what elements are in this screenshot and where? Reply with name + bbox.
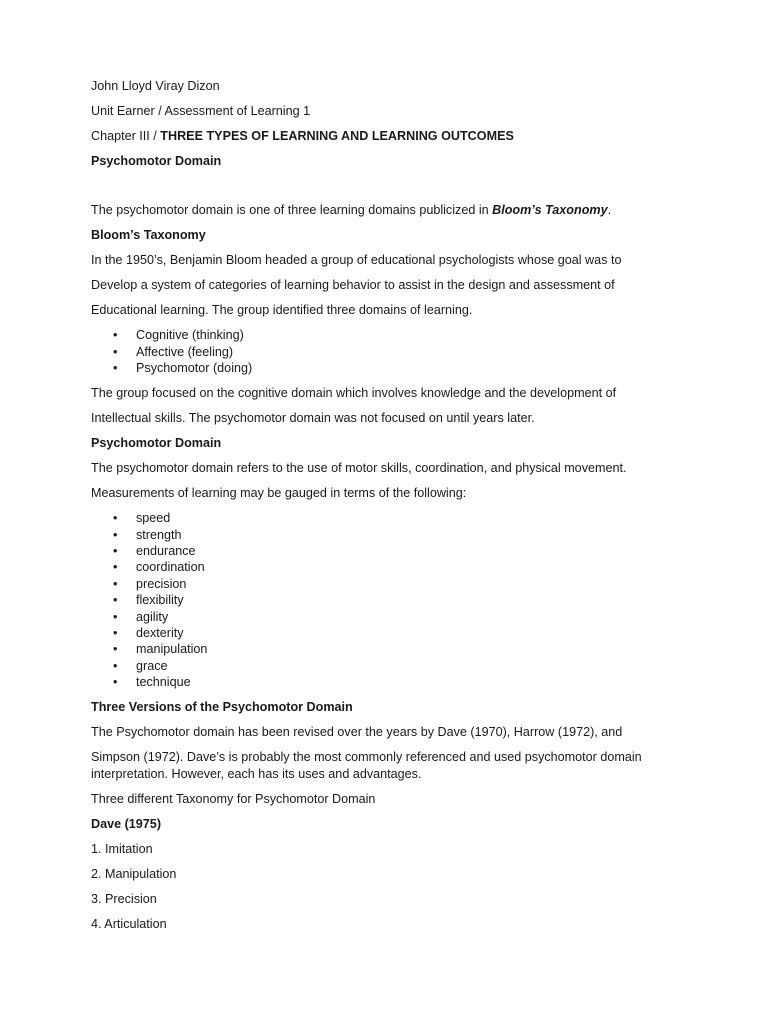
dave-level-2: 2. Manipulation: [91, 866, 177, 881]
measurements-intro: Measurements of learning may be gauged in terms of the following:: [91, 486, 467, 501]
blooms-line-1: In the 1950’s, Benjamin Bloom headed a group of educational psychologists whose goal was to: [91, 253, 622, 268]
bullet-icon: •: [113, 593, 118, 608]
versions-line-2: Simpson (1972). Dave’s is probably the most commonly referenced and used psychomotor domain interpretation. However, each has its uses and advantages.: [91, 750, 642, 781]
list-item: • agility: [113, 609, 169, 624]
bullet-icon: •: [113, 609, 118, 624]
unit-line: Unit Earner / Assessment of Learning 1: [91, 104, 311, 118]
blooms-after-1: The group focused on the cognitive domain which involves knowledge and the development of: [91, 386, 617, 401]
bullet-icon: •: [113, 576, 118, 591]
bullet-icon: •: [113, 560, 118, 575]
list-item: • Cognitive (thinking): [113, 328, 244, 343]
psychomotor-definition: The psychomotor domain refers to the use of motor skills, coordination, and physical movement.: [91, 461, 627, 476]
versions-line-1: The Psychomotor domain has been revised over the years by Dave (1970), Harrow (1972), and: [91, 725, 623, 740]
bullet-icon: •: [113, 328, 118, 343]
document-content: [91, 78, 691, 932]
author-name: John Lloyd Viray Dizon: [91, 79, 220, 93]
list-item: • flexibility: [113, 593, 184, 608]
list-item: • precision: [113, 576, 187, 591]
intro-emphasis: Bloom’s Taxonomy: [492, 203, 608, 218]
dave-level-3: 3. Precision: [91, 891, 157, 906]
taxonomy-intro: Three different Taxonomy for Psychomotor Domain: [91, 791, 376, 806]
list-item: • coordination: [113, 560, 205, 575]
list-item: • speed: [113, 511, 171, 526]
list-item: • strength: [113, 527, 182, 542]
bullet-icon: •: [113, 675, 118, 690]
blooms-line-2: Develop a system of categories of learning behavior to assist in the design and assessment of: [91, 278, 615, 293]
bullet-icon: •: [113, 361, 118, 376]
bullet-icon: •: [113, 642, 118, 657]
chapter-prefix: Chapter III /: [91, 129, 161, 143]
intro-text: The psychomotor domain is one of three learning domains publicized in: [91, 203, 493, 218]
list-item: • endurance: [113, 544, 196, 559]
dave-level-1: 1. Imitation: [91, 841, 153, 856]
list-item: • Psychomotor (doing): [113, 361, 253, 376]
intro-period: .: [607, 203, 612, 218]
psychomotor-heading: Psychomotor Domain: [91, 436, 222, 451]
blooms-heading: Bloom’s Taxonomy: [91, 228, 206, 243]
dave-heading: Dave (1975): [91, 816, 162, 831]
list-item: • technique: [113, 675, 191, 690]
bullet-icon: •: [113, 658, 118, 673]
domains-list: [91, 327, 691, 376]
blooms-after-2: Intellectual skills. The psychomotor domain was not focused on until years later.: [91, 411, 535, 426]
intro-paragraph: [91, 202, 691, 218]
chapter-title: THREE TYPES OF LEARNING AND LEARNING OUTCOMES: [160, 129, 514, 143]
versions-heading: Three Versions of the Psychomotor Domain: [91, 700, 353, 715]
blooms-line-3: Educational learning. The group identified three domains of learning.: [91, 303, 473, 318]
list-item: • dexterity: [113, 626, 184, 641]
bullet-icon: •: [113, 511, 118, 526]
measurements-list: [91, 510, 691, 690]
dave-level-4: 4. Articulation: [91, 916, 167, 931]
bullet-icon: •: [113, 527, 118, 542]
bullet-icon: •: [113, 626, 118, 641]
chapter-line: [91, 128, 691, 144]
section-title: Psychomotor Domain: [91, 154, 222, 168]
list-item: • manipulation: [113, 642, 208, 657]
list-item: • grace: [113, 658, 168, 673]
bullet-icon: •: [113, 344, 118, 359]
bullet-icon: •: [113, 544, 118, 559]
list-item: • Affective (feeling): [113, 344, 234, 359]
